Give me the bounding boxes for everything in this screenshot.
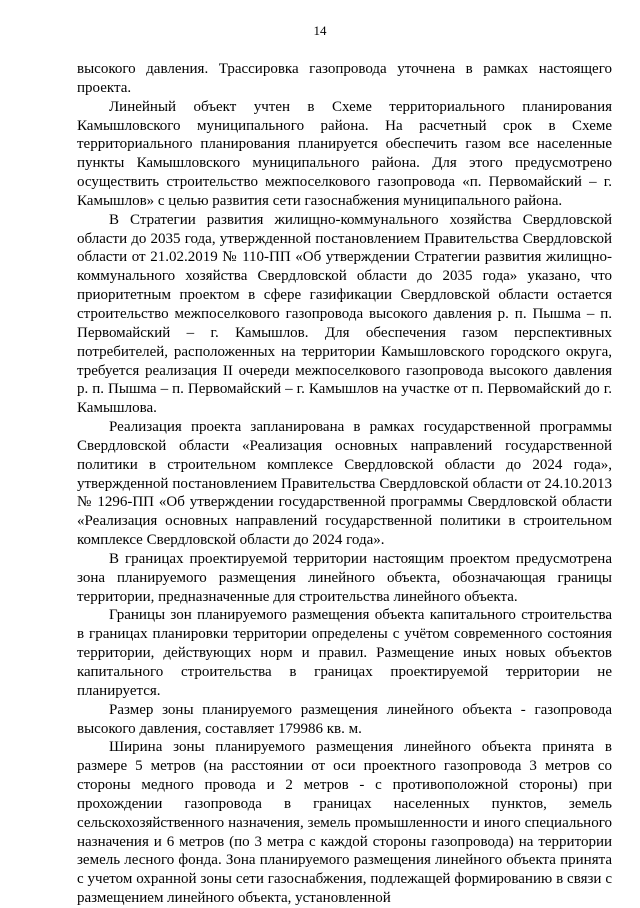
paragraph-continuation: высокого давления. Трассировка газопровода уточнена в рамках настоящего проекта. bbox=[77, 61, 612, 96]
paragraph-project-zone: В границах проектируемой территории настоящим проектом предусмотрена зона планируемого размещения линейного объекта, обозначающая границы территории, предназначенные для строительства линейного объекта. bbox=[77, 550, 612, 605]
paragraph-territorial-planning: Линейный объект учтен в Схеме территориального планирования Камышловского муниципального района. На расчетный срок в Схеме территориального планирования планируется обеспечить газом все населенные пункты Камышловского муниципального района. Для этого предусмотрено осуществить строительство межпоселкового газопровода «п. Первомайский – г. Камышлов» с целью развития сети газоснабжения муниципального района. bbox=[77, 98, 612, 209]
paragraph-zone-size: Размер зоны планируемого размещения линейного объекта - газопровода высокого давления, составляет 179986 кв. м. bbox=[77, 701, 612, 737]
paragraph-state-program: Реализация проекта запланирована в рамках государственной программы Свердловской области «Реализация основных направлений государственной политики в строительном комплексе Свердловской области до 2024 года», утвержденной постановлением Правительства Свердловской области от 24.10.2013 № 1296-ПП «Об утверждении государственной программы Свердловской области «Реализация основных направлений государственной политики в строительном комплексе Свердловской области до 2024 года». bbox=[77, 419, 612, 549]
paragraph-housing-strategy: В Стратегии развития жилищно-коммунального хозяйства Свердловской области до 2035 года, утвержденной постановлением Правительства Свердловской области от 21.02.2019 № 110-ПП «Об утверждении Стратегии развития жилищно-коммунального хозяйства Свердловской области до 2035 года» указано, что приоритетным проектом в сфере газификации Свердловской области остается строительство межпоселкового газопровода высокого давления р. п. Пышма – п. Первомайский – г. Камышлов. Для обеспечения газом перспективных потребителей, расположенных на территории Камышловского городского округа, требуется реализация II очереди межпоселкового газопровода высокого давления р. п. Пышма – п. Первомайский – г. Камышлов на участке от п. Первомайский до г. Камышлова. bbox=[77, 211, 612, 417]
document-body bbox=[77, 60, 612, 908]
paragraph-zone-width: Ширина зоны планируемого размещения линейного объекта принята в размере 5 метров (на расстоянии от оси проектного газопровода 3 метров со стороны медного провода и 2 метров - с противоположной стороны) при прохождении газопровода в границах населенных пунктов, земель сельскохозяйственного назначения, земель промышленности и иного специального назначения и 6 метров (по 3 метра с каждой стороны газопровода) на территории земель лесного фонда. Зона планируемого размещения линейного объекта принята с учетом охранной зоны сети газоснабжения, подлежащей формированию в связи с размещением линейного объекта, установленной bbox=[77, 739, 612, 907]
page-number: 14 bbox=[313, 23, 327, 38]
paragraph-zone-boundaries: Границы зон планируемого размещения объекта капитального строительства в границах планировки территории определены с учётом современного состояния территории, действующих норм и правил. Размещение иных новых объектов капитального строительства в границах проектируемой территории не планируется. bbox=[77, 607, 612, 699]
